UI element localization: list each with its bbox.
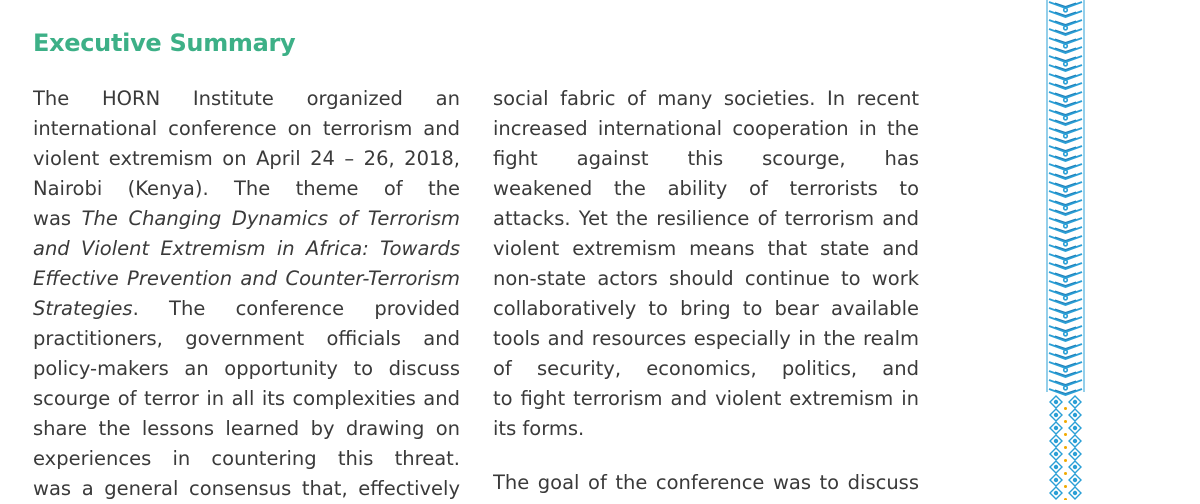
italic-text-run: Effective Prevention and Counter-Terrorism (33, 267, 460, 290)
diamond-center-dot (1073, 439, 1077, 443)
diamond-center-dot (1073, 465, 1077, 469)
text-line: increased international cooperation in the (493, 117, 919, 140)
chevron-stroke (1049, 200, 1082, 206)
text-line: tools and resources especially in the realm (493, 327, 919, 350)
chevron-stroke (1049, 308, 1082, 314)
chevron-stroke (1049, 146, 1082, 152)
diamond-center-dot (1073, 452, 1077, 456)
chevron-stroke (1049, 344, 1082, 350)
text-line: weakened the ability of terrorists to (493, 177, 919, 200)
chevron-stroke (1049, 74, 1082, 80)
text-line (33, 444, 460, 474)
chevron-stroke (1049, 56, 1082, 62)
chevron-stroke (1049, 92, 1082, 98)
pattern-dot-center (1065, 189, 1067, 191)
text-run: violent extremism on April 24 – 26, 2018, (33, 147, 460, 170)
text-line (33, 174, 460, 204)
text-line: to fight terrorism and violent extremism in (493, 387, 919, 410)
pattern-dot-center (1065, 99, 1067, 101)
pattern-dot-center (1065, 315, 1067, 317)
diamond-center-dot (1073, 400, 1077, 404)
pattern-dot-center (1065, 387, 1067, 389)
text-run: scourge of terror in all its complexities and (33, 387, 460, 410)
chevron-stroke (1049, 362, 1082, 368)
text-line (33, 204, 460, 234)
pattern-dot-center (1065, 279, 1067, 281)
text-line: non-state actors should continue to work (493, 267, 919, 290)
text-run: policy-makers an opportunity to discuss (33, 357, 460, 380)
text-line (33, 114, 460, 144)
chevron-stroke (1049, 110, 1082, 116)
text-run: share the lessons learned by drawing on (33, 417, 460, 440)
accent-dot (1064, 485, 1067, 488)
chevron-stroke (1049, 254, 1082, 260)
chevron-stroke (1049, 236, 1082, 242)
text-line (33, 144, 460, 174)
text-run: Nairobi (Kenya). The theme of the (33, 177, 460, 200)
text-line (33, 324, 460, 354)
text-line (33, 354, 460, 384)
text-run: practitioners, government officials and (33, 327, 460, 350)
pattern-dot-center (1065, 63, 1067, 65)
text-line (33, 264, 460, 294)
chevron-stroke (1049, 128, 1082, 134)
pattern-dot-center (1065, 243, 1067, 245)
pattern-dot-center (1065, 27, 1067, 29)
left-column (33, 84, 460, 504)
diamond-center-dot (1054, 491, 1058, 495)
italic-text-run: The Changing Dynamics of Terrorism (81, 207, 460, 230)
accent-dot (1064, 472, 1067, 475)
chevron-stroke (1049, 2, 1082, 8)
diamond-center-dot (1054, 439, 1058, 443)
pattern-dot-center (1065, 45, 1067, 47)
chevron-stroke (1049, 38, 1082, 44)
text-line: collaboratively to bring to bear available (493, 297, 919, 320)
text-run: was (33, 207, 82, 230)
diamond-center-dot (1073, 491, 1077, 495)
text-line: of security, economics, politics, and (493, 357, 919, 380)
text-run: international conference on terrorism and (33, 117, 460, 140)
paragraph-gap (493, 444, 919, 468)
accent-dot (1064, 420, 1067, 423)
text-line (33, 384, 460, 414)
text-run: was a general consensus that, effectively (33, 477, 460, 500)
chevron-stroke (1049, 218, 1082, 224)
chevron-stroke (1049, 164, 1082, 170)
text-line (33, 234, 460, 264)
text-run: . The conference provided (132, 297, 460, 320)
accent-dot (1064, 407, 1067, 410)
text-run: experiences in countering this threat. (33, 447, 460, 470)
diamond-center-dot (1054, 426, 1058, 430)
pattern-dot-center (1065, 351, 1067, 353)
text-run: The HORN Institute organized an (33, 87, 460, 110)
text-line (33, 294, 460, 324)
right-column (493, 84, 919, 498)
pattern-dot-center (1065, 171, 1067, 173)
chevron-stroke (1049, 182, 1082, 188)
italic-text-run: Strategies (33, 297, 133, 320)
text-line: attacks. Yet the resilience of terrorism and (493, 207, 919, 230)
pattern-dot-center (1065, 261, 1067, 263)
pattern-dot-center (1065, 207, 1067, 209)
text-line: The goal of the conference was to discuss (493, 471, 919, 494)
pattern-dot-center (1065, 81, 1067, 83)
diamond-center-dot (1073, 478, 1077, 482)
diamond-center-dot (1054, 478, 1058, 482)
diamond-center-dot (1054, 465, 1058, 469)
pattern-dot-center (1065, 297, 1067, 299)
text-line: violent extremism means that state and (493, 237, 919, 260)
pattern-dot-center (1065, 135, 1067, 137)
accent-dot (1064, 459, 1067, 462)
text-line (33, 84, 460, 114)
diamond-center-dot (1073, 413, 1077, 417)
diamond-center-dot (1054, 400, 1058, 404)
accent-dot (1064, 433, 1067, 436)
diamond-center-dot (1054, 413, 1058, 417)
accent-dot (1064, 446, 1067, 449)
chevron-stroke (1049, 326, 1082, 332)
chevron-stroke (1049, 20, 1082, 26)
pattern-dot-center (1065, 153, 1067, 155)
pattern-dot-center (1065, 117, 1067, 119)
text-line: its forms. (493, 417, 585, 440)
chevron-stroke (1049, 290, 1082, 296)
section-heading: Executive Summary (33, 29, 296, 57)
diamond-center-dot (1054, 452, 1058, 456)
pattern-dot-center (1065, 333, 1067, 335)
decorative-border-pattern (1043, 0, 1088, 500)
text-line: social fabric of many societies. In recent (493, 87, 919, 110)
chevron-stroke (1049, 272, 1082, 278)
text-line: fight against this scourge, has (493, 147, 919, 170)
italic-text-run: and Violent Extremism in Africa: Towards (33, 237, 460, 260)
pattern-dot-center (1065, 369, 1067, 371)
pattern-dot-center (1065, 225, 1067, 227)
diamond-center-dot (1073, 426, 1077, 430)
chevron-stroke (1049, 380, 1082, 386)
text-line (33, 414, 460, 444)
pattern-dot-center (1065, 9, 1067, 11)
